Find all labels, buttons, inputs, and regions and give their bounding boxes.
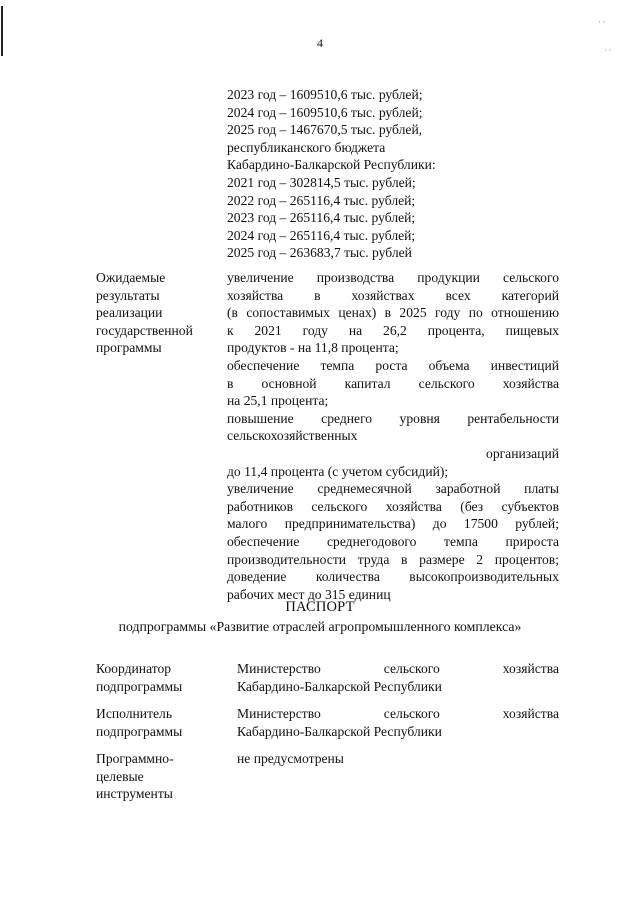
instruments-value: не предусмотрены xyxy=(237,751,344,766)
funding-list xyxy=(227,86,567,262)
funding-line: 2025 год – 1467670,5 тыс. рублей, xyxy=(227,122,423,138)
results-line: (в сопоставимых ценах) в 2025 году по отношению xyxy=(227,305,559,321)
results-line: к 2021 году на 26,2 процента, пищевых xyxy=(227,322,559,338)
executor-value: Министерство сельского хозяйства Кабардино-Балкарской Республики xyxy=(237,706,559,739)
results-line: повышение среднего уровня рентабельности xyxy=(227,410,559,426)
funding-line: 2022 год – 265116,4 тыс. рублей; xyxy=(227,192,416,208)
results-line: увеличение производства продукции сельского xyxy=(227,270,559,285)
funding-line: республиканского бюджета xyxy=(227,139,386,155)
scan-speck: · · xyxy=(604,46,612,55)
passport-subtitle: подпрограммы «Развитие отраслей агропромышленного комплекса» xyxy=(118,619,522,634)
results-line: сельскохозяйственных xyxy=(227,428,358,444)
results-line: увеличение среднемесячной заработной платы xyxy=(227,481,559,497)
results-line: производительности труда в размере 2 процентов; xyxy=(227,551,559,567)
funding-line: 2024 год – 265116,4 тыс. рублей; xyxy=(227,227,416,243)
funding-line: 2024 год – 1609510,6 тыс. рублей; xyxy=(227,104,423,120)
expected-results-label: Ожидаемые результаты реализации государственной программы xyxy=(96,270,193,356)
expected-results-text xyxy=(227,269,559,603)
results-line: на 25,1 процента; xyxy=(227,393,329,409)
scan-speck: · · xyxy=(598,18,606,27)
results-line: хозяйства в хозяйствах всех категорий xyxy=(227,287,559,303)
results-line: доведение количества высокопроизводительных xyxy=(227,569,559,585)
passport-title: ПАСПОРТ xyxy=(285,599,355,615)
results-line: организаций xyxy=(486,445,559,461)
executor-label: Исполнитель подпрограммы xyxy=(96,706,183,739)
results-line: малого предпринимательства) до 17500 рублей; xyxy=(227,516,559,532)
results-line: работников сельского хозяйства (без субъектов xyxy=(227,498,559,514)
results-line: рабочих мест до 315 единиц xyxy=(227,586,391,602)
funding-line: 2025 год – 263683,7 тыс. рублей xyxy=(227,245,412,261)
funding-line: 2021 год – 302814,5 тыс. рублей; xyxy=(227,174,416,190)
coordinator-label: Координатор подпрограммы xyxy=(96,661,183,694)
results-line: продуктов - на 11,8 процента; xyxy=(227,340,399,356)
results-line: обеспечение темпа роста объема инвестиций xyxy=(227,357,559,373)
results-line: обеспечение среднегодового темпа прироста xyxy=(227,533,559,549)
page-number: 4 xyxy=(317,36,323,50)
results-line: в основной капитал сельского хозяйства xyxy=(227,375,559,391)
coordinator-value: Министерство сельского хозяйства Кабардино-Балкарской Республики xyxy=(237,661,559,694)
instruments-label: Программно- целевые инструменты xyxy=(96,751,174,802)
results-line: до 11,4 процента (с учетом субсидий); xyxy=(227,463,449,479)
funding-line: Кабардино-Балкарской Республики: xyxy=(227,157,436,173)
funding-line: 2023 год – 1609510,6 тыс. рублей; xyxy=(227,87,423,102)
funding-line: 2023 год – 265116,4 тыс. рублей; xyxy=(227,210,416,226)
